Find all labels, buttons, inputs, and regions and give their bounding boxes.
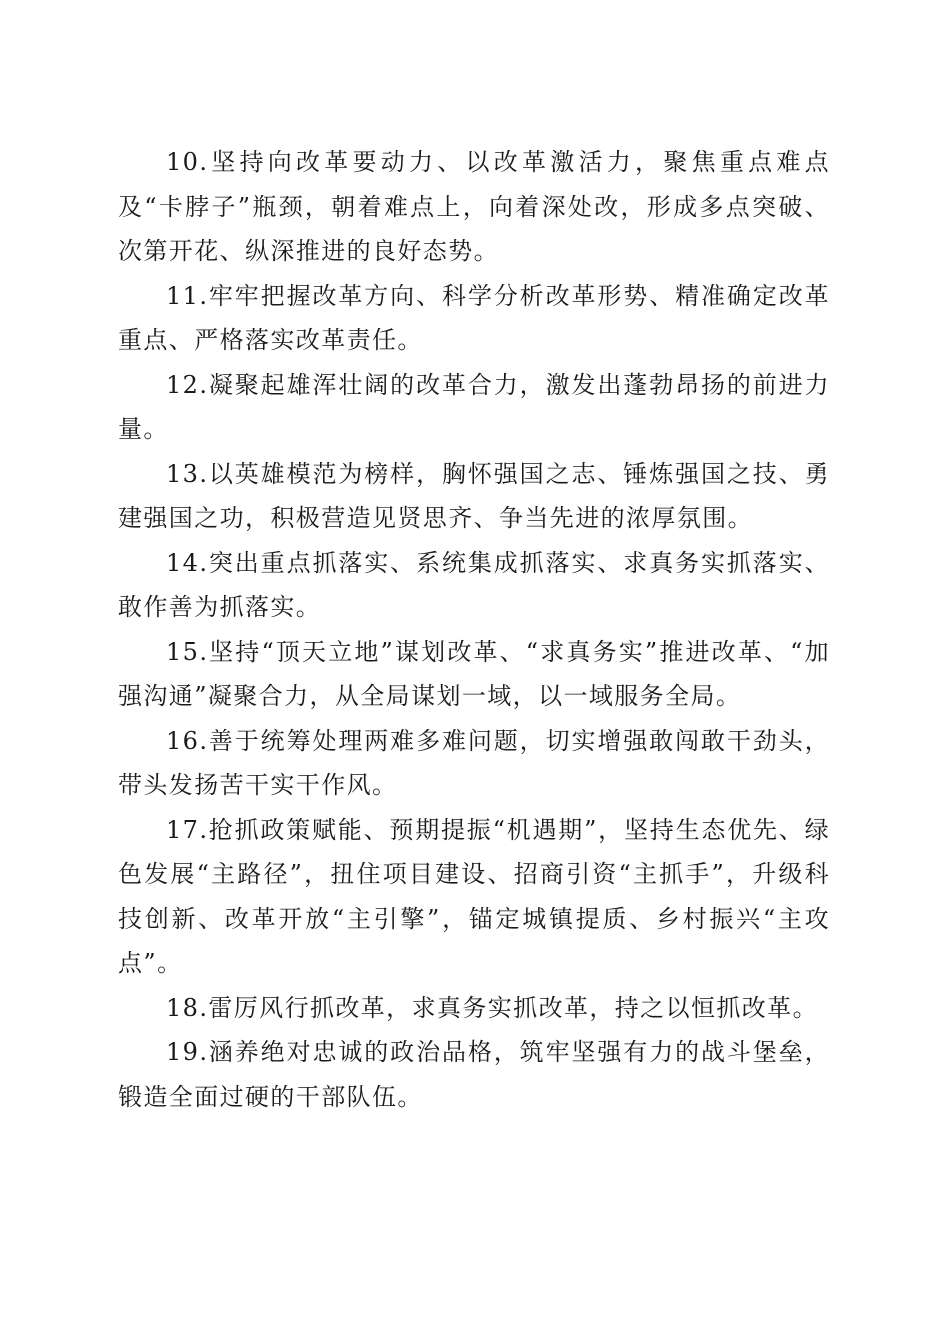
list-item-17: 17.抢抓政策赋能、预期提振“机遇期”，坚持生态优先、绿色发展“主路径”，扭住项目建设、招商引资“主抓手”，升级科技创新、改革开放“主引擎”，锚定城镇提质、乡村振兴“主攻点”。: [118, 815, 830, 977]
document-body: [118, 140, 830, 1119]
list-item-16: 16.善于统筹处理两难多难问题，切实增强敢闯敢干劲头，带头发扬苦干实干作风。: [118, 726, 830, 799]
list-item-19: 19.涵养绝对忠诚的政治品格，筑牢坚强有力的战斗堡垒，锻造全面过硬的干部队伍。: [118, 1038, 830, 1111]
list-item-11: 11.牢牢把握改革方向、科学分析改革形势、精准确定改革重点、严格落实改革责任。: [118, 281, 830, 354]
list-item-13: 13.以英雄模范为榜样，胸怀强国之志、锤炼强国之技、勇建强国之功，积极营造见贤思齐、争当先进的浓厚氛围。: [118, 459, 830, 532]
list-item-12: 12.凝聚起雄浑壮阔的改革合力，激发出蓬勃昂扬的前进力量。: [118, 370, 830, 443]
list-item-18: 18.雷厉风行抓改革，求真务实抓改革，持之以恒抓改革。: [166, 993, 818, 1022]
list-item-15: 15.坚持“顶天立地”谋划改革、“求真务实”推进改革、“加强沟通”凝聚合力，从全局谋划一域，以一域服务全局。: [118, 637, 830, 710]
list-item-14: 14.突出重点抓落实、系统集成抓落实、求真务实抓落实、敢作善为抓落实。: [118, 548, 830, 621]
list-item-10: 10.坚持向改革要动力、以改革激活力，聚焦重点难点及“卡脖子”瓶颈，朝着难点上，向着深处改，形成多点突破、次第开花、纵深推进的良好态势。: [118, 148, 830, 265]
